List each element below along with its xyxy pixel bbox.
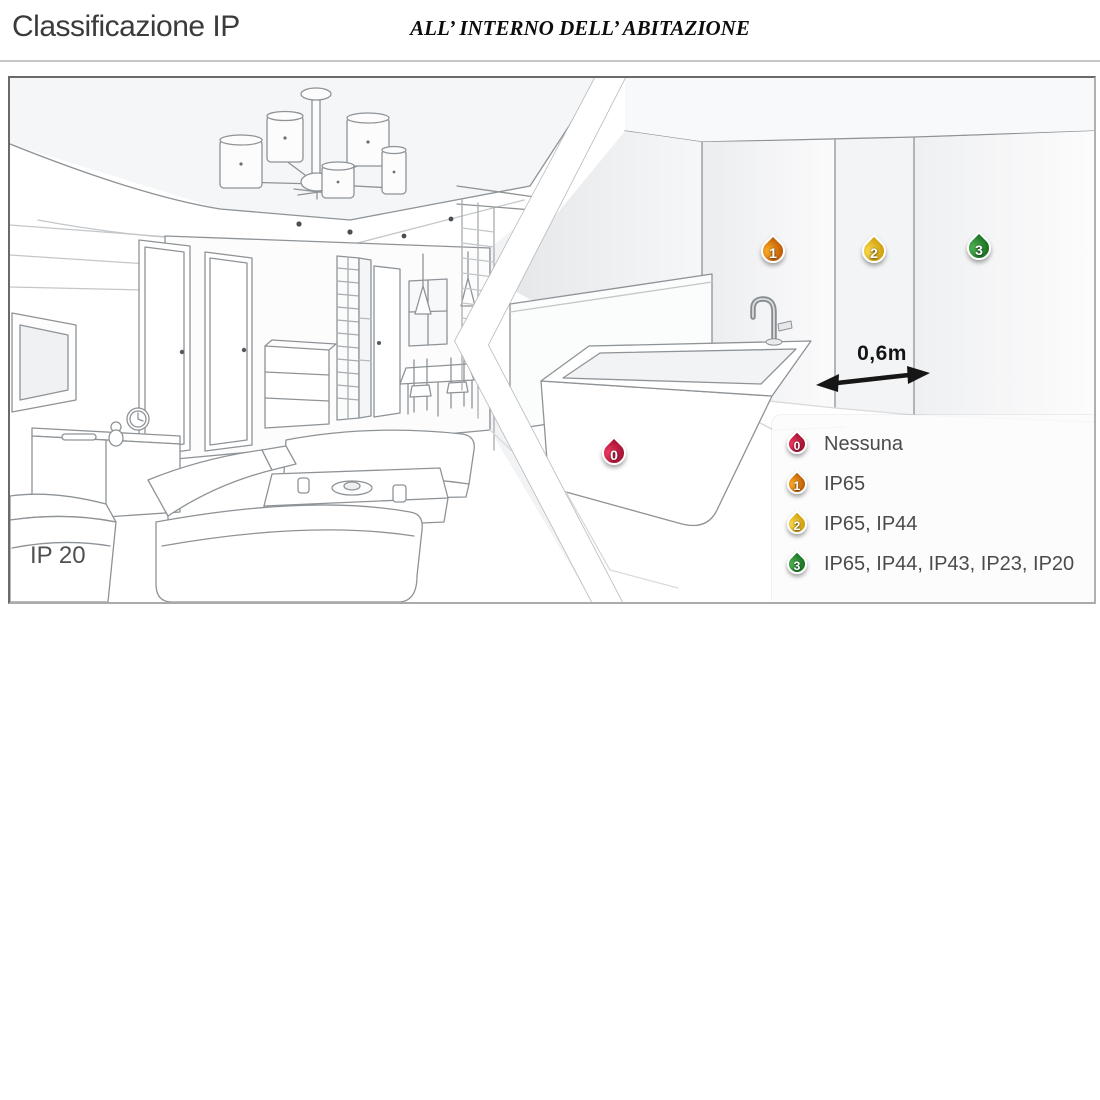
zone-marker-number: 1 xyxy=(769,245,777,261)
zone-marker-number: 0 xyxy=(610,447,618,463)
legend-item xyxy=(772,424,1094,464)
distance-label: 0,6m xyxy=(857,342,907,365)
zone-marker-1 xyxy=(757,230,789,272)
legend-drop-icon-0: 0 xyxy=(784,427,810,461)
bathtub xyxy=(541,341,811,588)
room-illustration xyxy=(8,76,1096,604)
shelving-unit xyxy=(337,256,371,420)
legend-label: IP65 xyxy=(824,472,866,495)
legend-label: Nessuna xyxy=(824,432,903,455)
legend-item xyxy=(772,504,1094,544)
zone-marker-number: 2 xyxy=(870,245,878,261)
page-title: Classificazione IP xyxy=(12,10,240,43)
legend-label: IP65, IP44, IP43, IP23, IP20 xyxy=(824,552,1075,575)
ip-legend xyxy=(772,415,1094,602)
hallway-inner-door xyxy=(374,266,400,417)
legend-drop-icon-3: 3 xyxy=(784,547,810,581)
zone-marker-number: 3 xyxy=(975,242,983,258)
legend-item xyxy=(772,464,1094,504)
living-room-ceiling xyxy=(10,78,595,256)
hallway-door-right xyxy=(205,252,252,451)
page-subtitle: ALL’ INTERNO DELL’ ABITAZIONE xyxy=(410,16,750,40)
legend-drop-icon-2: 2 xyxy=(784,507,810,541)
chest-of-drawers xyxy=(265,340,336,428)
legend-item xyxy=(772,544,1094,584)
zone-marker-2 xyxy=(858,230,890,272)
header-divider xyxy=(0,60,1100,62)
zone-marker-0 xyxy=(598,432,630,474)
living-room-ip-label: IP 20 xyxy=(30,542,86,569)
legend-drop-icon-1: 1 xyxy=(784,467,810,501)
living-room-scene xyxy=(10,78,595,602)
bathroom-ceiling xyxy=(625,78,1094,142)
legend-label: IP65, IP44 xyxy=(824,512,918,535)
hallway-back-wall xyxy=(139,236,490,460)
zone-marker-3 xyxy=(963,227,995,269)
